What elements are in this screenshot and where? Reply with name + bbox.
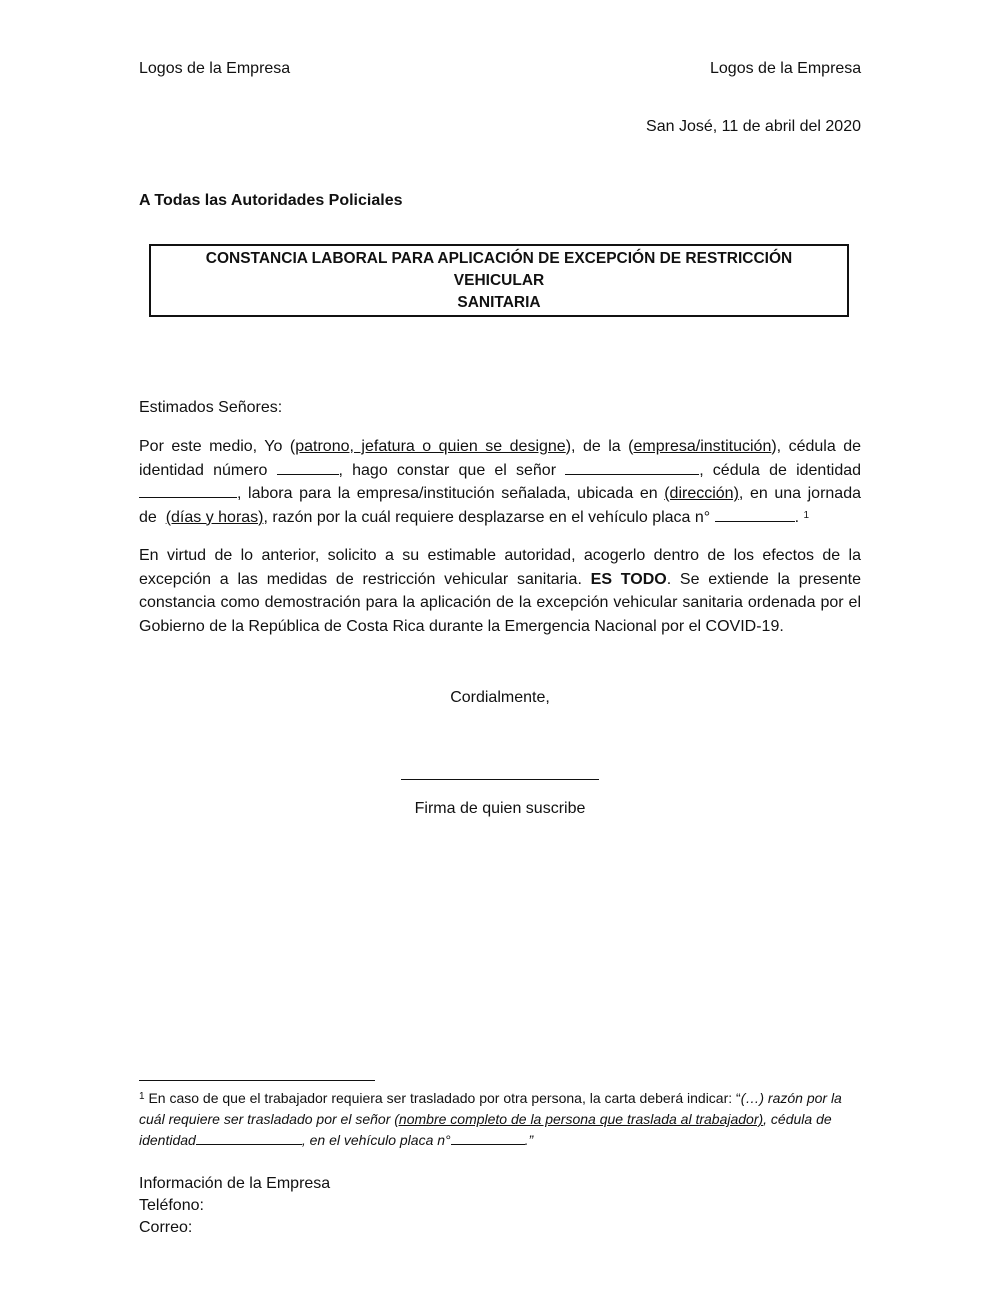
closing: Cordialmente,: [450, 689, 550, 706]
blank-nombre-senor: [565, 462, 699, 475]
footnote-placeholder-nombre: (nombre completo de la persona que traslada al trabajador): [394, 1111, 764, 1127]
document-title: [171, 248, 827, 314]
company-phone-label: Teléfono:: [139, 1197, 204, 1214]
body-paragraph-1: [139, 435, 861, 529]
footnote-separator: [139, 1080, 375, 1081]
footnote-blank-cedula: [196, 1133, 302, 1145]
letter-date: San José, 11 de abril del 2020: [646, 118, 861, 135]
p1-text: , labora para la empresa/institución señalada, ubicada en: [237, 485, 658, 503]
p2-text: En virtud de lo anterior, solicito a su estimable autoridad, acogerlo dentro de los efectos de la excepción a las medidas de restricción vehicular sanitaria.: [139, 547, 861, 588]
footnote: [139, 1088, 861, 1151]
footnote-italic: (…) razón por la cuál requiere ser trasladado por el señor: [139, 1090, 842, 1127]
footnote-italic: , en el vehículo placa n°: [301, 1132, 451, 1148]
company-info: [139, 1173, 330, 1239]
footnote-blank-placa: [451, 1133, 525, 1145]
placeholder-patrono: patrono, jefatura o quien se designe: [295, 438, 566, 455]
p1-text: ), cédula de identidad número: [139, 438, 862, 479]
placeholder-empresa: empresa/institución: [633, 438, 772, 455]
footnote-italic: .”: [524, 1132, 534, 1148]
body-paragraph-2: [139, 544, 861, 638]
blank-placa: [715, 509, 795, 522]
salutation: Estimados Señores:: [139, 399, 283, 416]
p1-text: Por este medio, Yo (: [139, 438, 296, 455]
p1-text: , en una jornada de: [139, 485, 861, 526]
signature-line: [401, 779, 599, 780]
es-todo-bold: ES TODO: [590, 570, 667, 588]
addressee: A Todas las Autoridades Policiales: [139, 192, 403, 209]
footnote-text: En caso de que el trabajador requiera ser trasladado por otra persona, la carta deberá indicar: “: [148, 1090, 741, 1106]
document-title-box: [149, 244, 849, 317]
company-email-label: Correo:: [139, 1219, 193, 1236]
blank-cedula-numero: [277, 462, 339, 475]
p1-text: ), de la (: [565, 438, 634, 455]
p1-text: , hago constar que el señor: [338, 461, 557, 479]
placeholder-dias-horas: (días y horas),: [165, 508, 268, 526]
footnote-reference: 1: [803, 509, 810, 521]
placeholder-direccion: (dirección): [664, 485, 739, 503]
p1-text: .: [794, 508, 800, 526]
p1-text: razón por la cuál requiere desplazarse en el vehículo placa n°: [272, 508, 711, 526]
footnote-italic: , cédula de identidad: [139, 1111, 832, 1148]
p2-text: . Se extiende la presente constancia como demostración para la aplicación de la excepción vehicular sanitaria ordenada por el Gobierno de la República de Costa Rica durante la Emergencia Nacional por el COVID-19.: [139, 570, 861, 635]
company-logo-left: Logos de la Empresa: [139, 60, 291, 77]
title-line-1: CONSTANCIA LABORAL PARA APLICACIÓN DE EXCEPCIÓN DE RESTRICCIÓN VEHICULAR: [205, 249, 793, 289]
company-logo-right: Logos de la Empresa: [710, 60, 862, 77]
footnote-number: 1: [139, 1091, 145, 1102]
blank-cedula-identidad: [139, 485, 237, 498]
company-info-title: Información de la Empresa: [139, 1175, 331, 1192]
title-line-2: SANITARIA: [457, 293, 541, 311]
p1-text: , cédula de identidad: [699, 461, 862, 479]
signature-label: Firma de quien suscribe: [414, 800, 586, 817]
